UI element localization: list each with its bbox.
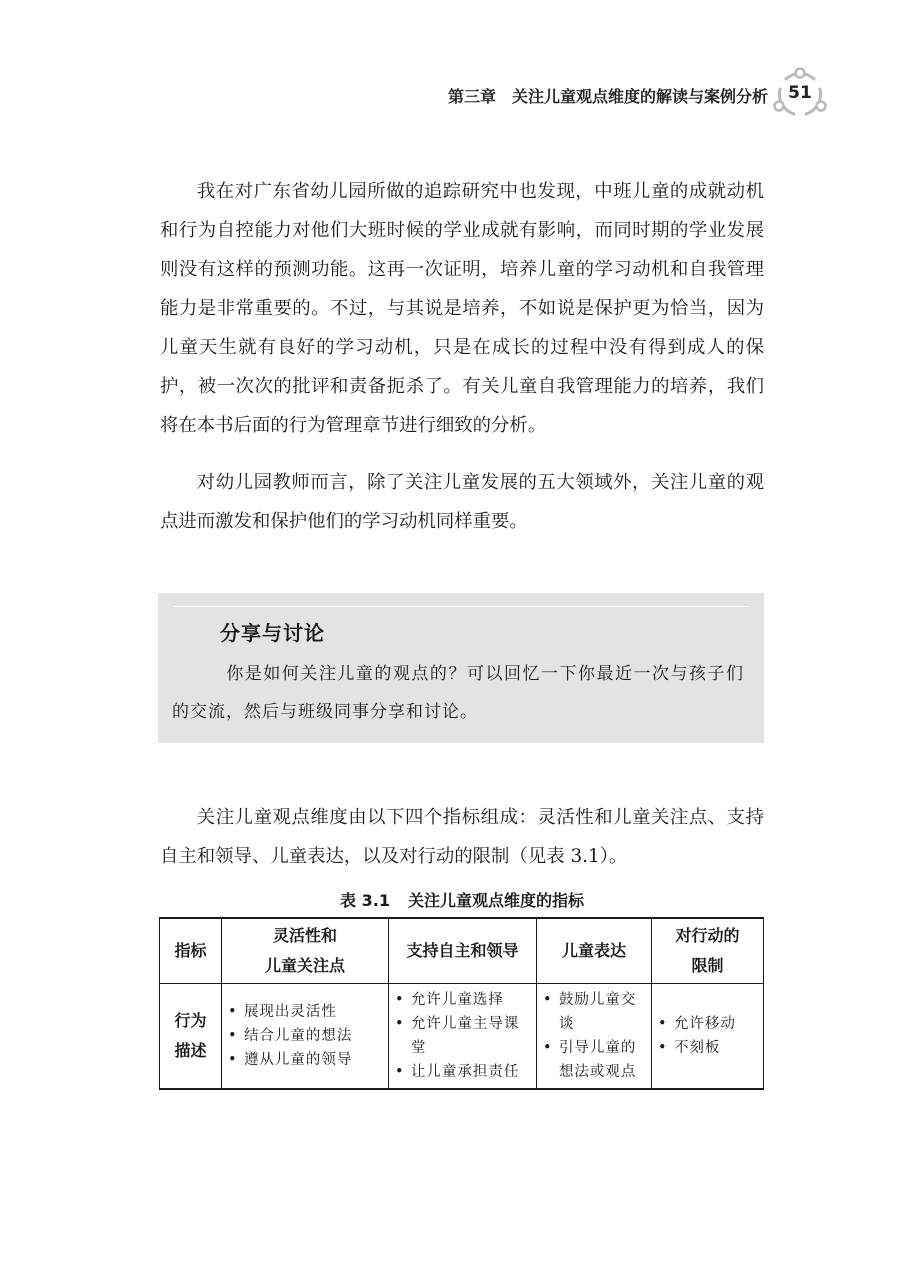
header-flexibility <box>222 918 389 984</box>
chapter-label: 第三章 <box>447 87 496 106</box>
list-item: • 允许儿童选择 <box>395 988 530 1012</box>
cell-restriction <box>652 984 764 1090</box>
header-restriction-line2: 限制 <box>691 956 724 975</box>
share-discuss-box <box>158 593 764 743</box>
header-indicator: 指标 <box>160 918 222 984</box>
header-expression: 儿童表达 <box>537 918 652 984</box>
table-row <box>160 984 764 1090</box>
table-caption-title: 关注儿童观点维度的指标 <box>407 891 584 910</box>
table-caption <box>160 888 764 911</box>
list-autonomy <box>395 988 530 1084</box>
share-box-title: 分享与讨论 <box>220 621 325 645</box>
header-autonomy: 支持自主和领导 <box>389 918 537 984</box>
share-box-text: 你是如何关注儿童的观点的？可以回忆一下你最近一次与孩子们的交流，然后与班级同事分享和讨论。 <box>172 664 744 722</box>
list-item: • 引导儿童的想法或观点 <box>543 1036 645 1084</box>
header-flexibility-line1: 灵活性和 <box>272 926 337 945</box>
list-item: • 允许移动 <box>658 1012 757 1036</box>
table-header-row <box>160 918 764 984</box>
header-flexibility-line2: 儿童关注点 <box>264 956 345 975</box>
header-restriction <box>652 918 764 984</box>
row-label-line1: 行为 <box>174 1011 207 1030</box>
chapter-title: 关注儿童观点维度的解读与案例分析 <box>511 87 768 106</box>
list-expression <box>543 988 645 1084</box>
body-paragraph-3: 关注儿童观点维度由以下四个指标组成：灵活性和儿童关注点、支持自主和领导、儿童表达，以及对行动的限制（见表 3.1）。 <box>160 807 764 867</box>
running-header <box>380 84 768 107</box>
list-restriction <box>658 1012 757 1060</box>
list-item: • 结合儿童的想法 <box>228 1024 382 1048</box>
body-paragraph-2: 对幼儿园教师而言，除了关注儿童发展的五大领域外，关注儿童的观点进而激发和保护他们的学习动机同样重要。 <box>160 472 764 532</box>
box-divider <box>174 606 748 607</box>
table-caption-number: 表 3.1 <box>340 891 390 910</box>
cell-autonomy <box>389 984 537 1090</box>
list-item: • 允许儿童主导课堂 <box>395 1012 530 1060</box>
list-item: • 遵从儿童的领导 <box>228 1048 382 1072</box>
list-item: • 鼓励儿童交谈 <box>543 988 645 1036</box>
cell-flexibility <box>222 984 389 1090</box>
header-restriction-line1: 对行动的 <box>675 926 740 945</box>
cell-expression <box>537 984 652 1090</box>
list-item: • 让儿童承担责任 <box>395 1060 530 1084</box>
list-flexibility <box>228 1000 382 1072</box>
row-label-line2: 描述 <box>174 1041 207 1060</box>
list-item: • 展现出灵活性 <box>228 1000 382 1024</box>
list-item: • 不刻板 <box>658 1036 757 1060</box>
body-paragraph-1: 我在对广东省幼儿园所做的追踪研究中也发现，中班儿童的成就动机和行为自控能力对他们大班时候的学业成就有影响，而同时期的学业发展则没有这样的预测功能。这再一次证明，培养儿童的学习动机和自我管理能力是非常重要的。不过，与其说是培养，不如说是保护更为恰当，因为儿童天生就有良好的学习动机，只是在成长的过程中没有得到成人的保护，被一次次的批评和责备扼杀了。有关儿童自我管理能力的培养，我们将在本书后面的行为管理章节进行细致的分析。 <box>160 181 764 436</box>
page-number: 51 <box>788 83 812 103</box>
row-label <box>160 984 222 1090</box>
indicators-table <box>159 917 764 1090</box>
page-number-badge <box>772 66 828 122</box>
